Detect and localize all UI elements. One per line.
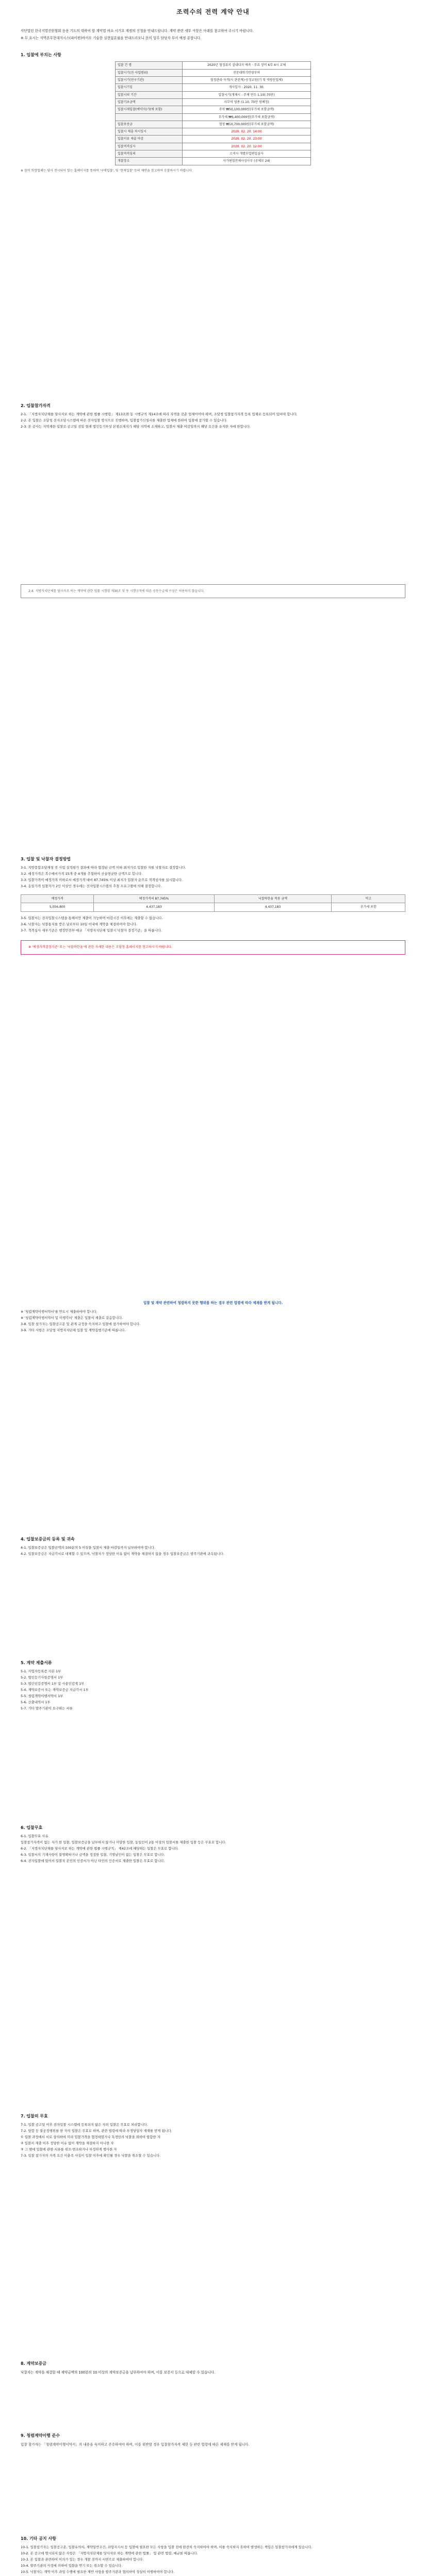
list-item: 2-2. 본 입찰은 조달청 전자조달시스템에 따른 전자입찰 방식으로 진행하며, 입찰참가신청서를 제출한 업체에 한하여 입찰에 참가할 수 있습니다.: [21, 418, 227, 423]
summary-label: 입찰시의 기간: [116, 91, 183, 98]
fee-cell: 부가세 포함: [332, 903, 405, 911]
list-item: 6-3. 입찰서의 기재사항이 불명확하거나 금액을 정정한 입찰, 기명날인이 없는 입찰은 무효로 합니다.: [21, 1853, 165, 1857]
summary-row: [116, 143, 311, 150]
section-7: [0, 2102, 426, 2159]
summary-label: 입찰 건 명: [116, 62, 183, 69]
summary-value: 2020. 02. 20. 14:00: [183, 128, 311, 135]
summary-label: 입찰보증금: [116, 121, 183, 128]
list-item: 2-3. 본 공사는 지역제한 입찰로 공고일 전일 현재 법인등기부상 본점소재지가 해당 지역에 소재하고, 입찰서 제출 마감일까지 해당 요건을 유지한 자에 한합니다.: [21, 425, 251, 429]
intro-text: 사단법인 한국지열전원협회 응용 기도의 대하여 합 계약법 여쇼 시거요 계정의 신청을 안내드립니다. 계약 관련 세부 사항은 아래를 참고하여 주시기 바랍니다.: [21, 28, 254, 33]
section-4: [0, 1525, 426, 1557]
list-item: 3-5. 입찰서는 전자입찰시스템을 통해서만 제출이 가능하며 마감시간 이후에는 제출할 수 없습니다.: [21, 916, 163, 920]
list-item: 6-1. 입찰무효 사유: [21, 1834, 48, 1839]
summary-label: 입찰적격심사: [116, 143, 183, 150]
section-9: [0, 2421, 426, 2448]
page-title: 조력수의 전력 계약 안내: [176, 8, 250, 15]
summary-value: 2020년 협정유지 실내디지 예측 · 주요 장비 6부 4시 교체: [183, 62, 311, 69]
summary-row: [116, 84, 311, 91]
summary-row: [116, 150, 311, 157]
list-item: ※ '청렴계약이행서약서 및 이행각서' 제출은 입찰서 제출로 갈음합니다.: [21, 1316, 123, 1320]
summary-row: [116, 62, 311, 69]
summary-value: 협정관리·자격(사 관련계)·공정교원(기 및 역량산업체): [183, 77, 311, 84]
summary-row: [116, 69, 311, 76]
summary-label: 입찰기초금액: [116, 98, 183, 106]
list-item: 10-2. 본 공고에 명시되지 않은 사항은 「지방자치단체를 당사자로 하는 계약에 관한 법률」 및 관련 법령, 예규를 따릅니다.: [21, 2551, 198, 2556]
fee-header-cell: 낙찰하한율 적용 금액: [214, 895, 332, 903]
intro-note: ※ 무 표시는 지역본부현대지시스(파이편)바이오 기술한 실현없분월을 안내드리오니 문의 업무 담당자 부서 예정 분합니다.: [21, 36, 202, 40]
list-item: ※ '청렴계약이행서약서'를 반드시 제출하여야 합니다.: [21, 1310, 97, 1314]
list-item: 7-3. 입찰 참가자의 자격 요건 미충족 사실이 입찰 이후에 확인될 경우 낙찰을 취소할 수 있습니다.: [21, 2154, 161, 2158]
section-9-text: 입찰 참가자는 「청렴계약이행서약서」의 내용을 숙지하고 준수하여야 하며, 이를 위반할 경우 입찰참가자격 제한 등 관련 법령에 따른 제재를 받게 됩니다.: [21, 2443, 250, 2447]
list-item: 6-4. 전자입찰에 있어서 입찰자 본인의 인증서가 아닌 타인의 인증서로 제출한 입찰은 무효로 합니다.: [21, 1859, 165, 1863]
section-1-heading: 1. 입찰에 부치는 사항: [21, 53, 61, 58]
list-item: 5-6. 산출내역서 1부: [21, 1700, 51, 1704]
section-3-heading: 3. 입찰 및 낙찰자 결정방법: [21, 857, 71, 861]
section-4-heading: 4. 입찰보증금의 등록 및 귀속: [21, 1537, 75, 1541]
list-item: 5-7. 기타 발주기관이 요구하는 서류: [21, 1706, 73, 1710]
summary-value: 주차 ₩50,100,000원(부가세 포함금액): [183, 106, 311, 113]
summary-label: 입찰시기일: [116, 84, 183, 91]
list-item: 3-2. 예정가격은 복수예비가격 15개 중 4개를 추첨하여 산술평균한 금액으로 합니다.: [21, 872, 143, 876]
list-item: 2-1. 「지방자치단체를 당사자로 하는 계약에 관한 법률 시행령」 제13조와 동 시행규칙 제14조에 따라 자격을 갖춘 업체이어야 하며, 조달청 입찰참가자격 등록 업체로 등록되어 있어야 합니다.: [21, 412, 298, 417]
summary-row: [116, 91, 311, 98]
list-item: 10-4. 발주기관의 사정에 의하여 입찰을 연기 또는 취소할 수 있습니다.: [21, 2564, 123, 2568]
list-item: 입찰참가자격이 없는 자가 한 입찰, 입찰보증금을 납부하지 않거나 미달한 입찰, 동일인이 2통 이상의 입찰서를 제출한 입찰 등은 무효로 합니다.: [21, 1840, 226, 1845]
fee-header-row: [21, 895, 405, 903]
section-6: [0, 1814, 426, 1864]
fee-header-cell: 예정가격: [21, 895, 94, 903]
section-1-footnote: ※ 참여 희망업체는 당사 전시되어 있는 홈페이지를 통하여 '구매입찰', 및 '현재입찰' 등의 제반을 참고하여 응찰하시기 바랍니다.: [21, 168, 193, 173]
fee-header-cell: 비고: [332, 895, 405, 903]
section-4-list: [21, 1546, 405, 1557]
list-item: 3-8. 입찰 참가자는 입찰공고문 및 관계 규정을 숙지하고 입찰에 참가하여야 합니다.: [21, 1322, 141, 1327]
summary-label: 입찰시 제출 차시일시: [116, 128, 183, 135]
list-item: 4-1. 입찰보증금은 입찰금액의 100분의 5 이상을 입찰서 제출 마감일까지 납부하여야 합니다.: [21, 1546, 155, 1550]
list-item: 3-3. 입찰가격이 예정가격 이하로서 예정가격 대비 87.745% 이상 최저가 입찰자 순으로 적격심사를 실시합니다.: [21, 878, 183, 883]
summary-value: 전문대학기반영부여: [183, 69, 311, 76]
summary-row: [116, 106, 311, 113]
summary-row: [116, 77, 311, 84]
summary-table: [115, 61, 311, 165]
section-6-heading: 6. 입찰무효: [21, 1825, 43, 1830]
section-10-list: [21, 2545, 405, 2576]
section-10-heading: 10. 기타 공지 사항: [21, 2536, 56, 2541]
section-8-heading: 8. 계약보증금: [21, 2361, 47, 2366]
section-5: [0, 1649, 426, 1711]
summary-value: 사무역 영종 (1.10, 70만 원예정): [183, 98, 311, 106]
list-item: 3-7. 적격심사 세부기준은 행정안전부 예규 「지방자치단체 입찰시 낙찰자 결정기준」을 따릅니다.: [21, 928, 162, 933]
summary-label: 입찰적격심의: [116, 150, 183, 157]
section-3: [0, 845, 426, 955]
summary-label: 개찰장소: [116, 158, 183, 165]
section-7-list: [21, 2123, 405, 2159]
summary-row: [116, 128, 311, 135]
fee-header-cell: 예정가격의 87.745%: [94, 895, 214, 903]
list-item: 10-3. 본 입찰과 관련하여 이의가 있는 경우 개찰 전까지 서면으로 제출하여야 합니다.: [21, 2557, 144, 2562]
summary-value: 입찰시기(개제시 : 주제 연두 1.10(-70만): [183, 91, 311, 98]
fee-cell: 4,437,183: [94, 903, 214, 911]
section-5-list: [21, 1669, 405, 1711]
list-item: 3-1. 지방종합조달재청 전 사업 실적평가 결과에 따라 협정된 금액 이하 최저가로 입찰한 자를 낙찰자로 결정합니다.: [21, 866, 186, 870]
section-2-heading: 2. 입찰참가자격: [21, 403, 51, 408]
section-3b-list: [21, 1310, 405, 1333]
section-10: [0, 2524, 426, 2576]
summary-label: 입찰시기(연구기관): [116, 77, 183, 84]
list-item: 5-2. 법인등기사항증명서 1부: [21, 1675, 63, 1680]
summary-label: 입찰시재입찰(예약자)가(에 포함): [116, 106, 183, 113]
section-6-list: [21, 1834, 405, 1864]
list-item: ③ 그 밖에 입찰에 관한 서류를 위조·변조하거나 부정하게 행사한 자: [21, 2147, 117, 2152]
section-7-heading: 7. 입찰의 무효: [21, 2114, 48, 2119]
list-item: 3-6. 낙찰자는 낙찰통지를 받은 날로부터 10일 이내에 계약을 체결하여야 합니다.: [21, 922, 138, 926]
section-2-note: 2-4. 지방자치단체를 당사자로 하는 계약에 관한 법률 시행령 제30조 및 동 시행규칙에 따른 공동수급체 구성은 허용하지 않습니다.: [21, 584, 405, 598]
list-item: 3-9. 기타 사항은 조달청 지방자치단체 입찰 및 계약집행기준에 따릅니다.: [21, 1328, 126, 1332]
summary-value: 개시일자 : 2020. 11. 30.: [183, 84, 311, 91]
section-8-text: 낙찰자는 계약을 체결할 때 계약금액의 100분의 10 이상의 계약보증금을 납부하여야 하며, 이를 보증서 등으로 대체할 수 있습니다.: [21, 2370, 216, 2375]
list-item: 10-5. 낙찰자는 계약 이후 과업 수행에 필요한 제반 사항을 발주기관과 협의하여 성실히 이행하여야 합니다.: [21, 2570, 175, 2574]
section-3b: [0, 1298, 426, 1333]
summary-value: 협정 ₩10,700,000원(부가세 포함금액): [183, 121, 311, 128]
summary-row: [116, 158, 311, 165]
list-item: 5-3. 법인인감증명서 1부 및 사용인감계 1부: [21, 1682, 85, 1686]
summary-value: 부가세 ₩6,400,000원(부가세 포함금액): [183, 113, 311, 121]
summary-value: 사가편협전체사성사부 (공체로 24): [183, 158, 311, 165]
summary-row: [116, 135, 311, 143]
list-item: 7-1. 입찰 공고일 이후 전자입찰 시스템에 등록되지 않은 자의 입찰은 무효로 처리합니다.: [21, 2123, 148, 2127]
announcement-page: [0, 0, 426, 173]
summary-row: [116, 98, 311, 106]
summary-label: [116, 113, 183, 121]
summary-row: [116, 121, 311, 128]
list-item: 3-4. 동일가격 입찰자가 2인 이상인 경우에는 전자입찰시스템의 추첨 프로그램에 의해 결정합니다.: [21, 884, 162, 889]
summary-label: 입찰서류 제출 마감: [116, 135, 183, 143]
section-2-list: [21, 412, 405, 430]
section-3-list: [21, 866, 405, 889]
fee-cell: 5,056,800: [21, 903, 94, 911]
warning-text: 입찰 및 계약 관련하여 청렴하지 못한 행위를 하는 경우 관련 법령에 따라 제재를 받게 됩니다.: [143, 1301, 283, 1305]
list-item: 5-4. 계약보증서 또는 계약보증금 지급각서 1부: [21, 1688, 89, 1692]
fee-row: [21, 903, 405, 911]
section-5-heading: 5. 계약 제출서류: [21, 1660, 52, 1665]
list-item: ② 입찰서 제출 이후 정당한 이유 없이 계약을 체결하지 아니한 자: [21, 2141, 114, 2146]
summary-value: 2020. 02. 20. 23:00: [183, 135, 311, 143]
fee-cell: 4,437,183: [214, 903, 332, 911]
summary-label: 입찰시기(진 사업범위): [116, 69, 183, 76]
list-item: 5-1. 사업자등록증 사본 1부: [21, 1669, 61, 1674]
list-item: 4-2. 입찰보증금은 지급각서로 대체할 수 있으며, 낙찰자가 정당한 이유 없이 계약을 체결하지 않을 경우 입찰보증금은 발주기관에 귀속됩니다.: [21, 1552, 224, 1556]
section-3-redbox: ※ '예정가격결정기준' 또는 '낙찰하한율'에 관한 자세한 내용은 조달청 홈페이지를 참고하시기 바랍니다.: [21, 940, 405, 955]
summary-value: 2020. 02. 20. 12:00: [183, 143, 311, 150]
section-8: [0, 2349, 426, 2376]
list-item: 10-1. 입찰참가자는 입찰공고문, 입찰유의서, 계약일반조건, 과업지시서 등 입찰에 필요한 모든 사항을 입찰 전에 완전히 숙지하여야 하며, 이를 숙지하지 못하여 발생하는 책임은 입찰참가자에게 있습니다.: [21, 2545, 313, 2550]
list-item: 6-2. 「지방자치단체를 당사자로 하는 계약에 관한 법률 시행규칙」 제42조에 해당하는 입찰은 무효로 합니다.: [21, 1846, 179, 1851]
summary-row: [116, 113, 311, 121]
section-3-more: [21, 916, 405, 934]
section-2: [0, 392, 426, 602]
summary-value: 소역사 개별부업편입심사: [183, 150, 311, 157]
list-item: ① 입찰 과정에서 서로 상의하여 미리 입찰가격을 협정하였거나 특정인의 낙찰을 위하여 담합한 자: [21, 2135, 160, 2140]
list-item: 5-5. 청렴계약이행서약서 1부: [21, 1694, 63, 1699]
list-item: 7-2. 담합 등 불공정행위를 한 자의 입찰은 무효로 하며, 관련 법령에 따라 부정당업자 제재를 받게 됩니다.: [21, 2129, 172, 2133]
fee-table: [21, 894, 405, 912]
section-9-heading: 9. 청렴계약이행 준수: [21, 2433, 60, 2438]
